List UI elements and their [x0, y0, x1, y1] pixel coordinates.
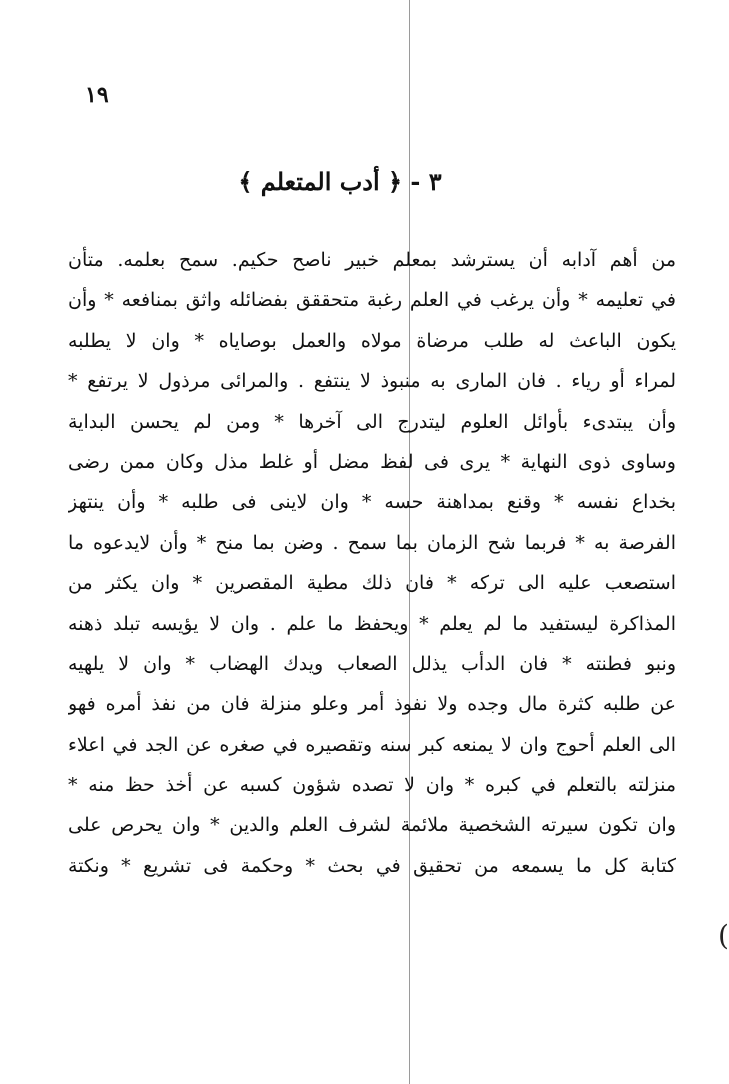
text-line: لمراء أو رياء . فان المارى به منبوذ لا ينتفع . والمرائى مرذول لا يرتفع * — [68, 370, 676, 393]
text-line: من أهم آدابه أن يسترشد بمعلم خبير ناصح حكيم. سمح بعلمه. متأن — [68, 249, 676, 271]
text-line: استصعب عليه الى تركه * فان ذلك مطية المقصرين * وان يكثر من — [68, 572, 676, 595]
text-line: كتابة كل ما يسمعه من تحقيق في بحث * وحكمة فى تشريع * ونكتة — [68, 854, 676, 877]
text-line: منزلته بالتعلم في كبره * وان لا تصده شؤون كسبه عن أخذ حظ منه * — [68, 774, 676, 797]
text-line: ونبو فطنته * فان الدأب يذلل الصعاب ويدك الهضاب * وان لا يلهيه — [68, 652, 676, 675]
edge-mark: ( — [718, 919, 729, 952]
text-line: وان تكون سيرته الشخصية ملائمة لشرف العلم والدين * وان يحرص على — [68, 814, 676, 837]
text-line: الفرصة به * فربما شح الزمان بما سمح . وضن بما منح * وأن لايدعوه ما — [68, 531, 676, 554]
text-line: يكون الباعث له طلب مرضاة مولاه والعمل بوصاياه * وان لا يطلبه — [68, 329, 676, 352]
text-line: وساوى ذوى النهاية * يرى فى لفظ مضل أو غلط مذل وكان ممن رضى — [68, 450, 676, 473]
text-line: المذاكرة ليستفيد ما لم يعلم * ويحفظ ما علم . وان لا يؤيسه تبلد ذهنه — [68, 612, 676, 635]
text-line: الى العلم أحوج وان لا يمنعه كبر سنه وتقصيره في صغره عن الجد في اعلاء — [68, 733, 676, 756]
section-heading: ٣ - ﴿ أدب المتعلم ﴾ — [238, 167, 442, 196]
text-line: بخداع نفسه * وقنع بمداهنة حسه * وان لاينى فى طلبه * وأن ينتهز — [68, 491, 676, 514]
body-text — [68, 240, 676, 886]
text-line: عن طلبه كثرة مال وجده ولا نفوذ أمر وعلو منزلة فان من نفذ أمره فهو — [68, 693, 676, 716]
page-number: ١٩ — [85, 82, 109, 108]
text-line: في تعليمه * وأن يرغب في العلم رغبة متحققق بفضائله واثق بمنافعه * وأن — [68, 289, 676, 312]
text-line: وأن يبتدىء بأوائل العلوم ليتدرج الى آخرها * ومن لم يحسن البداية — [68, 410, 676, 433]
